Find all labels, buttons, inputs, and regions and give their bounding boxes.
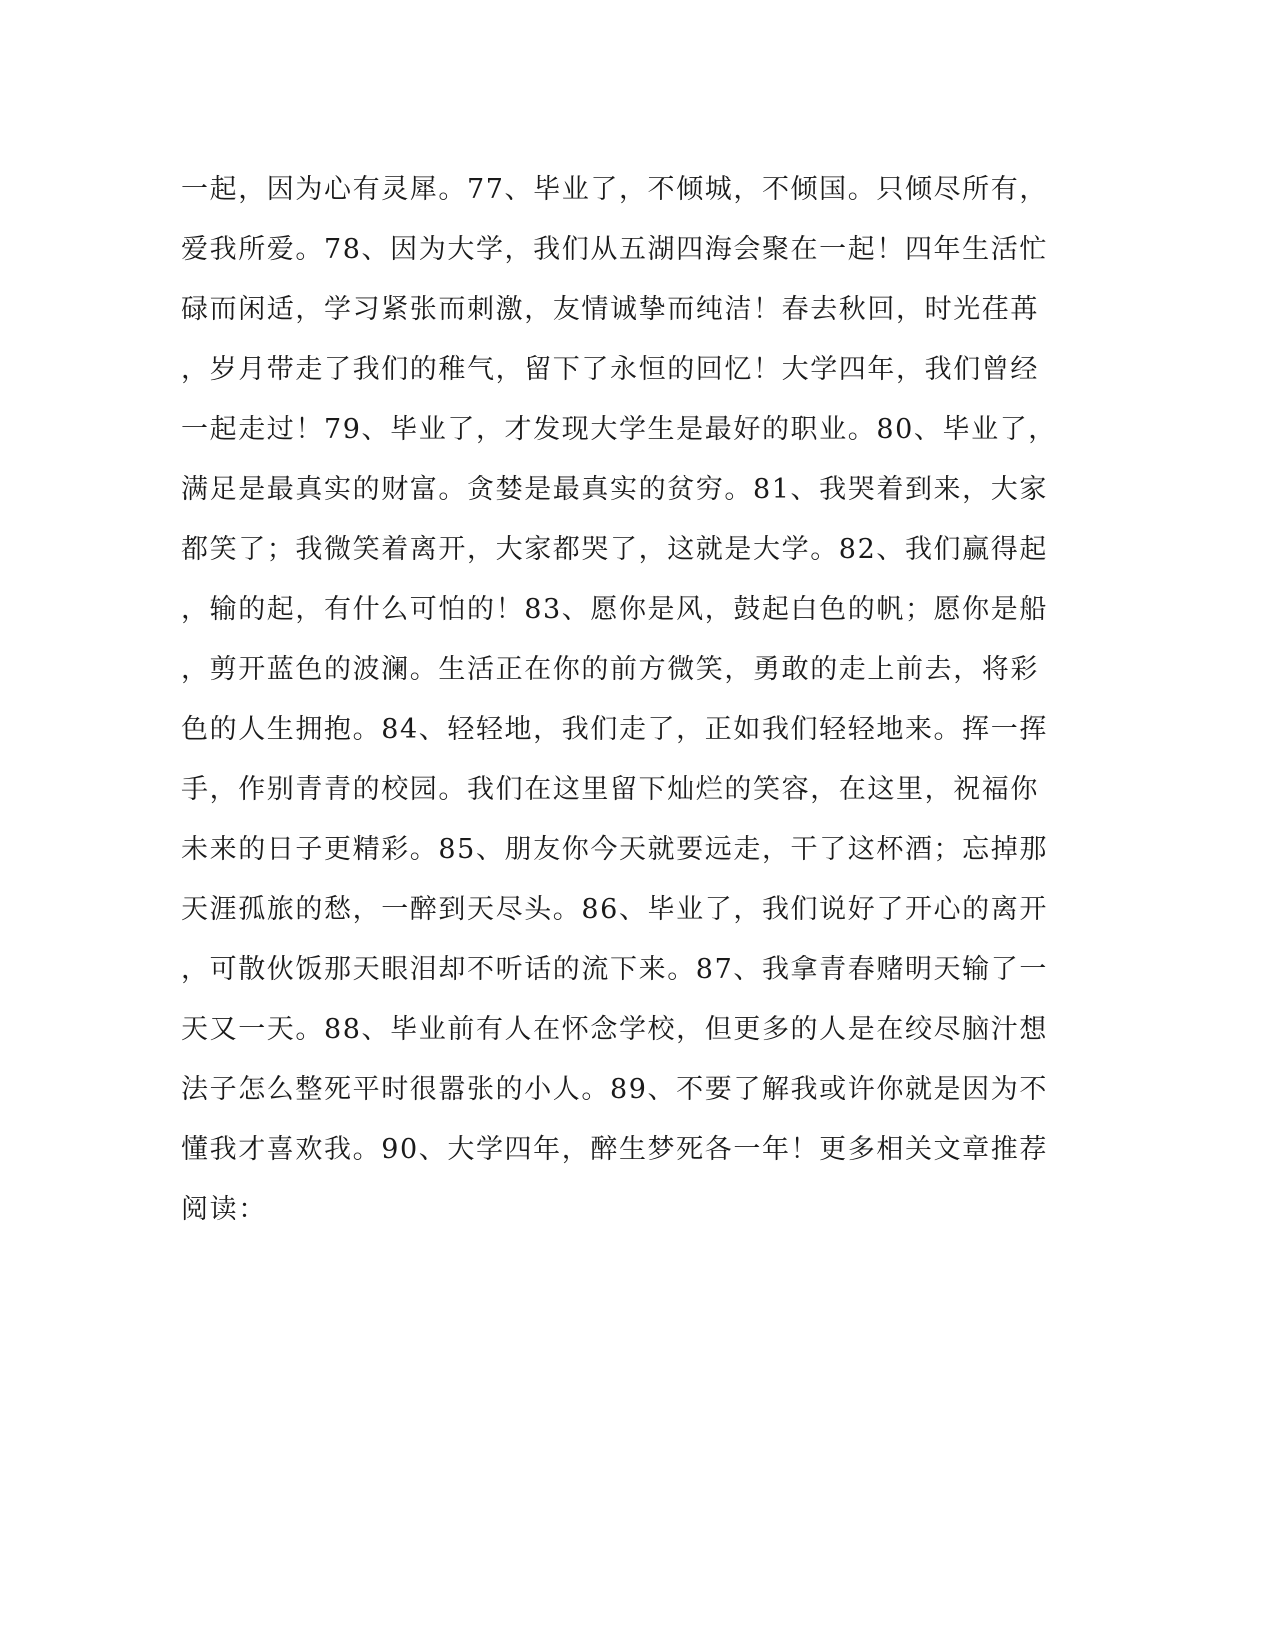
text-line: 未来的日子更精彩。85、朋友你今天就要远走，干了这杯酒；忘掉那 bbox=[181, 834, 1048, 865]
text-line: 阅读： bbox=[181, 1194, 267, 1225]
text-line: 满足是最真实的财富。贪婪是最真实的贫穷。81、我哭着到来，大家 bbox=[181, 474, 1048, 505]
text-line: 都笑了；我微笑着离开，大家都哭了，这就是大学。82、我们赢得起 bbox=[181, 534, 1048, 565]
text-line: 一起，因为心有灵犀。77、毕业了，不倾城，不倾国。只倾尽所有， bbox=[181, 174, 1048, 205]
text-line: ，剪开蓝色的波澜。生活正在你的前方微笑，勇敢的走上前去，将彩 bbox=[181, 654, 1039, 685]
text-line: 天又一天。88、毕业前有人在怀念学校，但更多的人是在绞尽脑汁想 bbox=[181, 1014, 1048, 1045]
text-line: 爱我所爱。78、因为大学，我们从五湖四海会聚在一起！四年生活忙 bbox=[181, 234, 1048, 265]
body-text bbox=[181, 160, 1057, 1240]
text-line: ，输的起，有什么可怕的！83、愿你是风，鼓起白色的帆；愿你是船 bbox=[181, 594, 1048, 625]
text-line: 法子怎么整死平时很嚣张的小人。89、不要了解我或许你就是因为不 bbox=[181, 1074, 1048, 1105]
text-line: 天涯孤旅的愁，一醉到天尽头。86、毕业了，我们说好了开心的离开 bbox=[181, 894, 1048, 925]
text-line: 懂我才喜欢我。90、大学四年，醉生梦死各一年！更多相关文章推荐 bbox=[181, 1134, 1048, 1165]
text-line: ，岁月带走了我们的稚气，留下了永恒的回忆！大学四年，我们曾经 bbox=[181, 354, 1039, 385]
text-line: 一起走过！79、毕业了，才发现大学生是最好的职业。80、毕业了， bbox=[181, 414, 1057, 445]
text-line: ，可散伙饭那天眼泪却不听话的流下来。87、我拿青春赌明天输了一 bbox=[181, 954, 1048, 985]
text-line: 色的人生拥抱。84、轻轻地，我们走了，正如我们轻轻地来。挥一挥 bbox=[181, 714, 1048, 745]
text-line: 手，作别青青的校园。我们在这里留下灿烂的笑容，在这里，祝福你 bbox=[181, 774, 1039, 805]
text-line: 碌而闲适，学习紧张而刺激，友情诚挚而纯洁！春去秋回，时光荏苒 bbox=[181, 294, 1039, 325]
